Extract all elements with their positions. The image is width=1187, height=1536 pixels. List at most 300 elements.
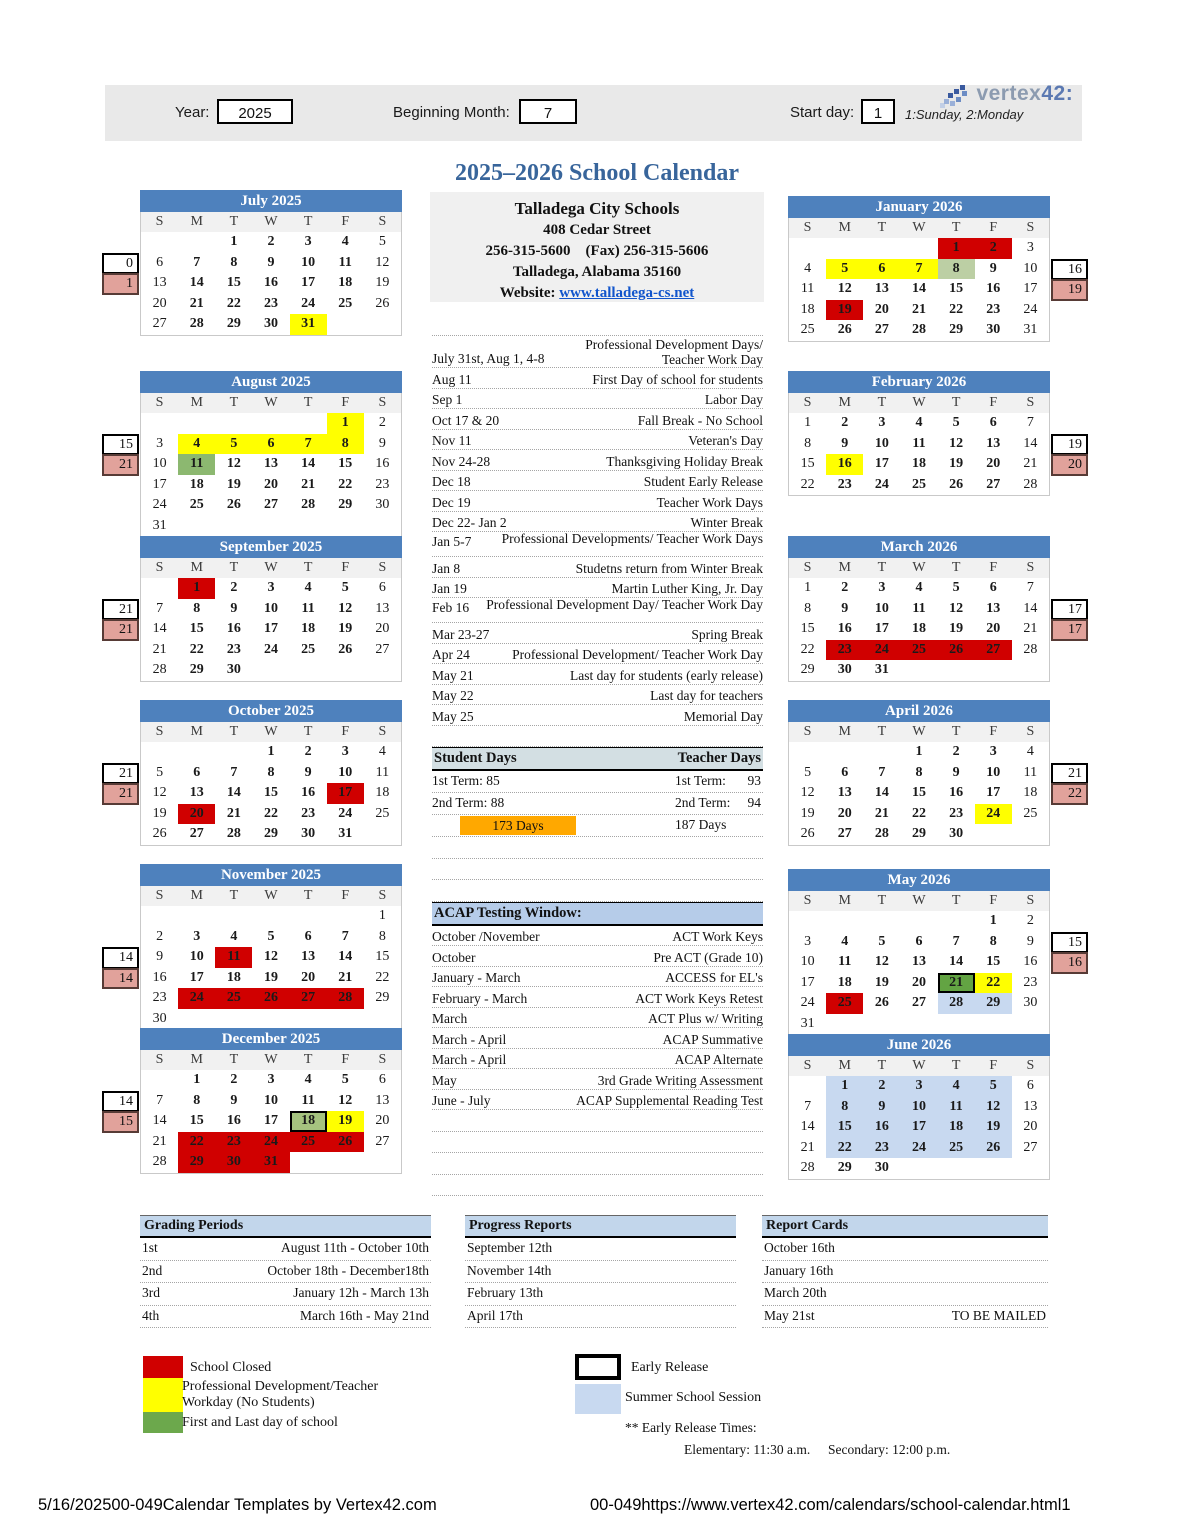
progress-reports-table xyxy=(465,1215,736,1328)
day-cell: 14 xyxy=(911,281,926,296)
acap-row xyxy=(432,1028,763,1049)
day-cell: 4 xyxy=(178,434,215,455)
day-cell: 6 xyxy=(989,415,997,430)
legend-pd-workday-swatch xyxy=(143,1378,183,1412)
day-cell: 5 xyxy=(804,764,812,780)
weekday-label: T xyxy=(229,560,239,575)
day-cell: 19 xyxy=(375,275,390,290)
table-row xyxy=(140,1283,431,1306)
day-cell: 6 xyxy=(989,580,997,595)
day-cell: 18 xyxy=(911,456,926,471)
footer-left-text: 5/16/202500-049Calendar Templates by Vertex42.com xyxy=(38,1496,437,1514)
weekday-label: S xyxy=(803,220,812,235)
day-cell: 10 xyxy=(263,1092,278,1108)
weekday-label: W xyxy=(912,560,926,575)
day-cell: 1 xyxy=(178,578,215,599)
week-row xyxy=(141,253,401,274)
month-body xyxy=(140,1050,402,1174)
spacer-row xyxy=(432,1153,763,1175)
day-cell: 2 xyxy=(267,234,275,249)
middle-column xyxy=(432,335,763,1196)
day-cell: 19 xyxy=(226,476,241,492)
week-row xyxy=(789,973,1049,994)
day-cell: 9 xyxy=(863,1097,900,1118)
table-row xyxy=(140,1261,431,1284)
day-cell: 7 xyxy=(156,600,164,616)
week-row xyxy=(141,578,401,599)
day-cell: 7 xyxy=(156,1092,164,1108)
empty-cell xyxy=(863,911,900,932)
day-cell: 20 xyxy=(375,1113,390,1128)
day-cell: 8 xyxy=(378,928,386,944)
event-row xyxy=(432,623,763,644)
day-cell: 13 xyxy=(1023,1098,1038,1114)
month-body xyxy=(140,886,402,1030)
day-cell: 18 xyxy=(938,1117,975,1138)
day-cell: 13 xyxy=(301,949,316,964)
week-row xyxy=(789,932,1049,953)
weekday-label: S xyxy=(378,214,387,229)
weekday-label: S xyxy=(1026,395,1035,410)
day-cell: 26 xyxy=(327,1132,364,1153)
week-row xyxy=(141,763,401,784)
week-row xyxy=(789,238,1049,259)
days-summary-header xyxy=(432,747,763,771)
day-cell: 6 xyxy=(304,928,312,944)
event-date: Dec 22- Jan 2 xyxy=(432,515,507,530)
empty-cell xyxy=(826,238,863,259)
acap-test-name: Pre ACT (Grade 10) xyxy=(653,949,763,965)
school-website-link[interactable]: www.talladega-cs.net xyxy=(559,285,695,301)
weekday-label: S xyxy=(378,1052,387,1067)
event-date: Feb 16 xyxy=(432,600,470,615)
empty-cell xyxy=(327,906,364,927)
empty-cell xyxy=(327,1009,364,1030)
day-cell: 29 xyxy=(800,662,815,677)
day-count-box: 22 xyxy=(1051,783,1088,805)
month-april-2026 xyxy=(788,700,1082,846)
weekday-label: S xyxy=(378,888,387,903)
day-cell: 29 xyxy=(226,316,241,331)
day-cell: 15 xyxy=(263,785,278,800)
weekday-label: S xyxy=(155,1052,164,1067)
acap-window: January - March xyxy=(432,970,521,985)
weekday-label: T xyxy=(951,893,961,908)
day-cell: 8 xyxy=(193,600,201,616)
empty-cell xyxy=(141,232,178,253)
weekday-label: M xyxy=(838,724,851,739)
student-term2: 2nd Term: 88 xyxy=(432,795,505,810)
day-cell: 15 xyxy=(226,275,241,290)
day-cell: 11 xyxy=(375,764,390,780)
day-count-box: 17 xyxy=(1051,599,1088,621)
weekday-label: T xyxy=(877,220,887,235)
totals-row xyxy=(432,815,763,837)
day-cell: 22 xyxy=(800,476,815,492)
day-cell: 29 xyxy=(975,993,1012,1014)
settings-bar xyxy=(105,82,1082,141)
weekday-label: F xyxy=(989,1058,998,1073)
week-row xyxy=(789,763,1049,784)
empty-cell xyxy=(364,516,401,537)
weekday-label: W xyxy=(912,893,926,908)
day-cell: 18 xyxy=(1023,785,1038,800)
day-cell: 6 xyxy=(863,259,900,280)
day-cell: 2 xyxy=(304,744,312,759)
day-cell: 29 xyxy=(375,990,390,1005)
weekday-header-row xyxy=(789,722,1049,742)
day-cell: 12 xyxy=(975,1097,1012,1118)
day-cell: 12 xyxy=(338,600,353,616)
report-card-date: October 16th xyxy=(764,1240,835,1255)
empty-cell xyxy=(938,660,975,681)
weekday-label: S xyxy=(803,395,812,410)
event-row xyxy=(432,368,763,389)
week-row xyxy=(141,273,401,294)
day-cell: 4 xyxy=(915,580,923,595)
day-cell: 9 xyxy=(230,600,238,616)
empty-cell xyxy=(789,911,826,932)
day-cell: 24 xyxy=(252,1132,289,1153)
day-cell: 22 xyxy=(949,301,964,317)
spacer-row xyxy=(432,837,763,859)
day-cell: 23 xyxy=(826,640,863,661)
day-cell: 28 xyxy=(226,826,241,841)
day-cell: 9 xyxy=(267,254,275,270)
day-cell: 7 xyxy=(878,764,886,780)
legend-school-closed-label: School Closed xyxy=(190,1360,272,1375)
day-cell: 19 xyxy=(826,300,863,321)
day-count-box: 21 xyxy=(102,763,139,785)
day-cell: 25 xyxy=(826,993,863,1014)
day-cell: 10 xyxy=(263,600,278,616)
acap-header: ACAP Testing Window: xyxy=(432,902,763,926)
day-cell: 5 xyxy=(341,580,349,595)
day-cell: 2 xyxy=(230,580,238,595)
empty-cell xyxy=(364,314,401,335)
day-cell: 9 xyxy=(230,1092,238,1108)
acap-row xyxy=(432,926,763,947)
day-cell: 19 xyxy=(949,621,964,636)
event-row xyxy=(432,450,763,471)
event-row xyxy=(432,336,763,368)
empty-cell xyxy=(252,906,289,927)
day-cell: 3 xyxy=(267,1072,275,1087)
report-card-date: March 20th xyxy=(764,1285,827,1300)
day-cell: 13 xyxy=(152,275,167,290)
beginning-month-input[interactable]: 7 xyxy=(519,99,577,124)
day-cell: 30 xyxy=(301,826,316,841)
event-date: Sep 1 xyxy=(432,392,463,407)
day-cell: 28 xyxy=(800,1160,815,1175)
empty-cell xyxy=(215,1009,252,1030)
weekday-label: S xyxy=(378,560,387,575)
day-cell: 26 xyxy=(375,295,390,311)
teacher-term1-label: 1st Term: xyxy=(675,773,726,788)
empty-cell xyxy=(938,1158,975,1179)
weekday-header-row xyxy=(789,218,1049,238)
day-cell: 16 xyxy=(949,785,964,800)
day-cell: 16 xyxy=(301,785,316,800)
weekday-header-row xyxy=(141,558,401,578)
week-row xyxy=(789,1076,1049,1097)
day-cell: 30 xyxy=(837,662,852,677)
weekday-label: M xyxy=(190,888,203,903)
weekday-label: S xyxy=(803,724,812,739)
week-row xyxy=(141,1111,401,1132)
day-cell: 14 xyxy=(189,275,204,290)
day-cell: 21 xyxy=(911,301,926,317)
day-cell: 30 xyxy=(874,1160,889,1175)
acap-test-name: ACT Work Keys Retest xyxy=(635,990,763,1006)
day-cell: 11 xyxy=(938,1097,975,1118)
weekday-label: T xyxy=(951,724,961,739)
year-input[interactable]: 2025 xyxy=(217,99,293,124)
day-cell: 23 xyxy=(863,1138,900,1159)
empty-cell xyxy=(215,906,252,927)
day-cell: 16 xyxy=(226,621,241,636)
month-march-2026 xyxy=(788,536,1082,682)
vertex42-logo-icon xyxy=(938,81,972,107)
empty-cell xyxy=(178,516,215,537)
week-row xyxy=(141,619,401,640)
weekday-label: W xyxy=(264,560,278,575)
day-cell: 20 xyxy=(263,476,278,492)
day-cell: 12 xyxy=(949,600,964,616)
day-cell: 3 xyxy=(878,580,886,595)
day-cell: 29 xyxy=(949,322,964,337)
day-cell: 22 xyxy=(178,1132,215,1153)
day-cell: 22 xyxy=(226,295,241,311)
event-description: Professional Developments/ Teacher Work Days xyxy=(501,532,763,546)
week-row xyxy=(789,599,1049,620)
event-date: Jan 19 xyxy=(432,581,467,596)
weekday-label: S xyxy=(155,888,164,903)
empty-cell xyxy=(327,1152,364,1173)
day-cell: 9 xyxy=(156,949,164,964)
day-cell: 4 xyxy=(1026,744,1034,759)
day-cell: 5 xyxy=(267,928,275,944)
day-cell: 10 xyxy=(800,954,815,969)
day-cell: 24 xyxy=(338,805,353,821)
week-row xyxy=(789,660,1049,681)
day-count-box: 1 xyxy=(102,273,139,295)
day-cell: 12 xyxy=(338,1092,353,1108)
day-cell: 8 xyxy=(804,435,812,451)
empty-cell xyxy=(178,1009,215,1030)
day-cell: 9 xyxy=(304,764,312,780)
weekday-label: S xyxy=(155,214,164,229)
month-title: July 2025 xyxy=(140,190,402,212)
day-count-box: 14 xyxy=(102,968,139,990)
day-cell: 23 xyxy=(986,301,1001,317)
empty-cell xyxy=(1012,1158,1049,1179)
day-count-box: 0 xyxy=(102,253,139,275)
grading-period-label: 4th xyxy=(142,1307,160,1323)
event-date: Jan 5-7 xyxy=(432,534,472,549)
day-cell: 17 xyxy=(263,621,278,636)
report-card-date: May 21st xyxy=(764,1307,815,1323)
day-cell: 18 xyxy=(189,476,204,492)
day-cell: 22 xyxy=(375,969,390,985)
empty-cell xyxy=(141,1070,178,1091)
week-row xyxy=(789,619,1049,640)
weekday-header-row xyxy=(141,212,401,232)
progress-report-date: February 13th xyxy=(467,1285,544,1300)
day-cell: 22 xyxy=(189,641,204,657)
day-cell: 7 xyxy=(1026,580,1034,595)
term2-row xyxy=(432,793,763,815)
day-cell: 20 xyxy=(986,456,1001,471)
day-cell: 22 xyxy=(826,1138,863,1159)
week-row xyxy=(141,906,401,927)
day-cell: 15 xyxy=(800,456,815,471)
day-count-box: 15 xyxy=(1051,932,1088,954)
empty-cell xyxy=(900,660,937,681)
day-cell: 3 xyxy=(900,1076,937,1097)
progress-report-date: November 14th xyxy=(467,1262,552,1278)
event-description: Last day for students (early release) xyxy=(569,667,763,683)
day-cell: 22 xyxy=(911,805,926,821)
day-cell: 25 xyxy=(938,1138,975,1159)
day-cell: 10 xyxy=(874,435,889,451)
day-cell: 29 xyxy=(837,1160,852,1175)
event-description: Studetns return from Winter Break xyxy=(575,560,763,576)
weekday-label: S xyxy=(155,395,164,410)
events-list xyxy=(432,335,763,726)
day-cell: 6 xyxy=(915,933,923,949)
weekday-label: S xyxy=(155,724,164,739)
empty-cell xyxy=(252,516,289,537)
day-cell: 3 xyxy=(193,928,201,944)
empty-cell xyxy=(327,516,364,537)
day-cell: 6 xyxy=(378,580,386,595)
month-title: May 2026 xyxy=(788,869,1050,891)
day-cell: 1 xyxy=(230,234,238,249)
empty-cell xyxy=(290,1152,327,1173)
weekday-label: T xyxy=(877,1058,887,1073)
day-cell: 10 xyxy=(874,600,889,616)
event-date: Jan 8 xyxy=(432,560,461,576)
day-cell: 16 xyxy=(837,621,852,636)
empty-cell xyxy=(975,1158,1012,1179)
empty-cell xyxy=(178,906,215,927)
event-description: Martin Luther King, Jr. Day xyxy=(611,581,763,596)
day-cell: 7 xyxy=(900,259,937,280)
day-cell: 25 xyxy=(338,295,353,311)
day-cell: 2 xyxy=(952,744,960,759)
day-cell: 23 xyxy=(226,641,241,657)
day-cell: 19 xyxy=(800,805,815,821)
week-row xyxy=(789,1138,1049,1159)
weekday-label: M xyxy=(190,560,203,575)
weekday-label: F xyxy=(989,560,998,575)
week-row xyxy=(141,742,401,763)
month-body xyxy=(788,558,1050,682)
day-cell: 24 xyxy=(874,476,889,492)
day-cell: 20 xyxy=(986,621,1001,636)
early-release-times-note: ** Early Release Times: xyxy=(625,1420,757,1435)
days-summary xyxy=(432,747,763,837)
spacer-row xyxy=(432,1110,763,1132)
day-cell: 11 xyxy=(178,454,215,475)
day-cell: 27 xyxy=(837,826,852,841)
day-cell: 10 xyxy=(152,456,167,471)
day-cell: 12 xyxy=(874,954,889,969)
week-row xyxy=(141,413,401,434)
event-description: Labor Day xyxy=(704,392,763,407)
day-cell: 26 xyxy=(252,988,289,1009)
week-row xyxy=(141,1009,401,1030)
day-cell: 21 xyxy=(800,1139,815,1155)
day-cell: 13 xyxy=(375,600,390,616)
day-cell: 17 xyxy=(189,969,204,985)
acap-test-name: ACT Plus w/ Writing xyxy=(648,1011,763,1026)
legend-first-last-swatch xyxy=(143,1412,183,1433)
week-row xyxy=(141,988,401,1009)
day-cell: 16 xyxy=(863,1117,900,1138)
empty-cell xyxy=(863,1014,900,1035)
event-row xyxy=(432,532,763,557)
week-row xyxy=(141,495,401,516)
month-november-2025 xyxy=(119,864,402,1030)
day-cell: 4 xyxy=(915,415,923,430)
day-cell: 10 xyxy=(900,1097,937,1118)
day-cell: 22 xyxy=(975,973,1012,994)
acap-window: March - April xyxy=(432,1031,507,1047)
weekday-label: T xyxy=(229,395,239,410)
weekday-label: T xyxy=(303,724,313,739)
table-row xyxy=(140,1238,431,1261)
weekday-label: W xyxy=(912,1058,926,1073)
week-row xyxy=(789,578,1049,599)
day-cell: 25 xyxy=(189,497,204,512)
student-days-header: Student Days xyxy=(434,750,517,766)
day-cell: 11 xyxy=(301,1092,315,1108)
teacher-total: 187 Days xyxy=(675,817,727,832)
day-count-box: 17 xyxy=(1051,619,1088,641)
weekday-label: W xyxy=(912,395,926,410)
week-row xyxy=(141,314,401,335)
day-cell: 13 xyxy=(986,435,1001,451)
spacer-row xyxy=(432,1132,763,1154)
day-cell: 20 xyxy=(301,969,316,985)
day-cell: 24 xyxy=(263,641,278,657)
day-cell: 26 xyxy=(975,1138,1012,1159)
day-cell: 24 xyxy=(900,1138,937,1159)
grading-period-label: 1st xyxy=(142,1240,158,1255)
weekday-label: W xyxy=(264,724,278,739)
day-cell: 18 xyxy=(911,621,926,636)
weekday-label: M xyxy=(838,395,851,410)
day-cell: 14 xyxy=(226,785,241,800)
vertex42-logo-text: vertex42: xyxy=(976,82,1074,105)
day-cell: 21 xyxy=(1023,456,1038,471)
vertex42-logo xyxy=(938,81,1073,111)
start-day-input[interactable]: 1 xyxy=(861,99,895,124)
weekday-label: M xyxy=(838,1058,851,1073)
day-cell: 10 xyxy=(338,764,353,780)
day-cell: 18 xyxy=(226,969,241,985)
weekday-label: S xyxy=(1026,220,1035,235)
event-description: Winter Break xyxy=(690,515,763,530)
day-cell: 2 xyxy=(975,238,1012,259)
day-cell: 11 xyxy=(215,947,252,968)
acap-rows xyxy=(432,926,763,1111)
start-day-note: 1:Sunday, 2:Monday xyxy=(905,107,1024,122)
month-body xyxy=(788,722,1050,846)
day-cell: 20 xyxy=(911,974,926,990)
